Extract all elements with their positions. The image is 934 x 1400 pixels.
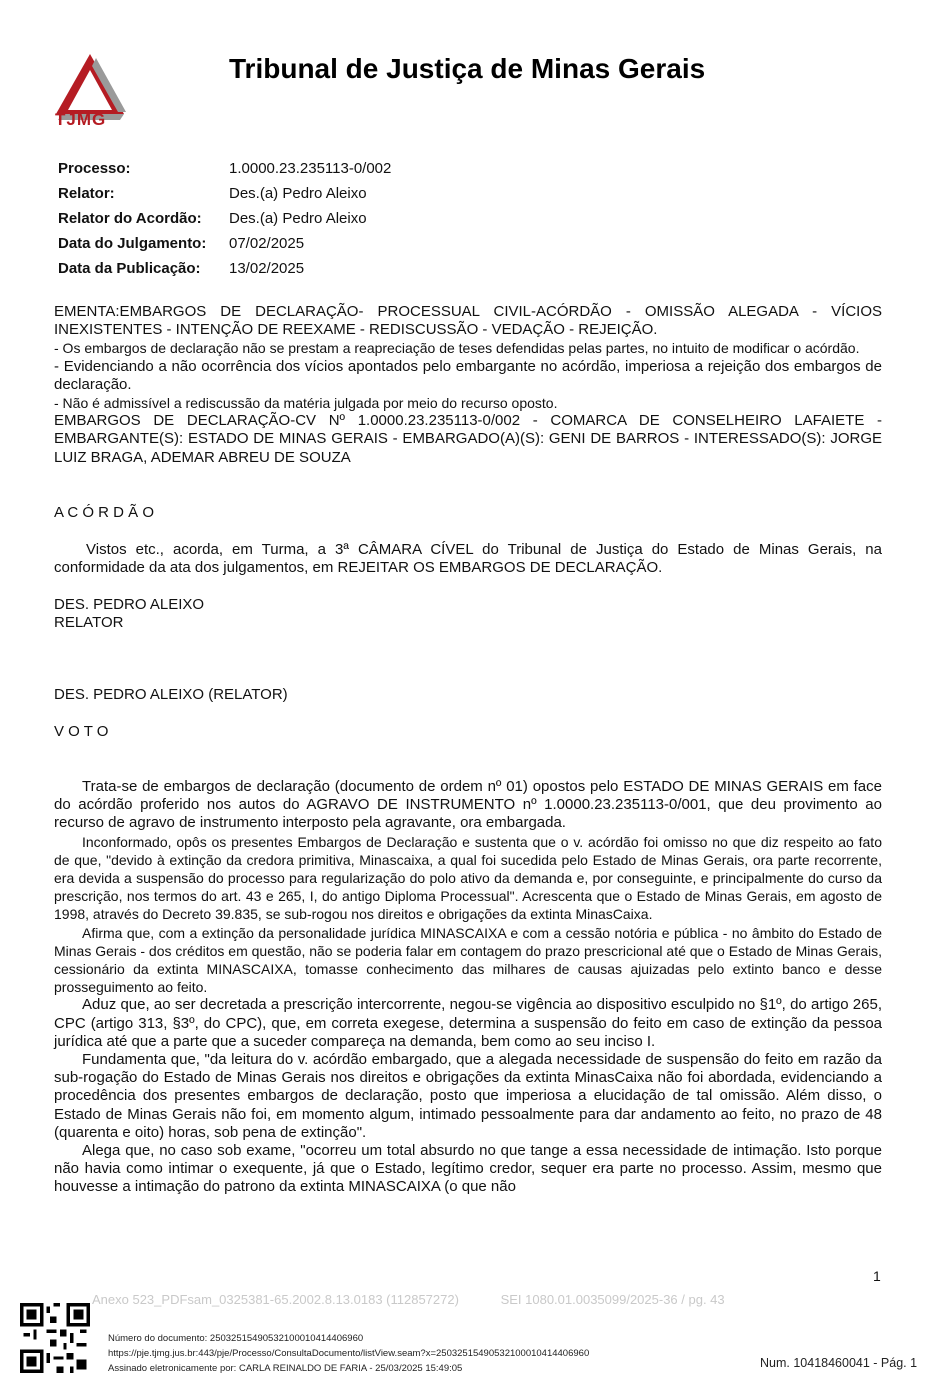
- ementa-block: [54, 303, 882, 467]
- meta-row-data-publicacao: [58, 256, 391, 281]
- voto-body: [54, 778, 882, 1197]
- ementa-item: - Os embargos de declaração não se prestam a reapreciação de teses defendidas pelas partes, no intuito de modificar o acórdão.: [54, 340, 860, 357]
- meta-value: Des.(a) Pedro Aleixo: [229, 185, 367, 202]
- voto-author: DES. PEDRO ALEIXO (RELATOR): [54, 686, 288, 703]
- signer-role: RELATOR: [54, 614, 124, 632]
- annex-label: Anexo 523_PDFsam_0325381-65.2002.8.13.0183 (112857272): [92, 1292, 459, 1307]
- meta-label: Processo:: [58, 160, 131, 177]
- meta-value: 07/02/2025: [229, 235, 305, 252]
- ementa-case-line: EMBARGOS DE DECLARAÇÃO-CV Nº 1.0000.23.235113-0/002 - COMARCA DE CONSELHEIRO LAFAIETE - EMBARGANTE(S): ESTADO DE MINAS GERAIS - EMBARGADO(A)(S): GENI DE BARROS - INTERESSADO(S): JORGE LUIZ BRAGA, ADEMAR ABREU DE SOUZA: [54, 412, 882, 466]
- ementa-item: - Evidenciando a não ocorrência dos vícios apontados pelo embargante no acórdão, imperiosa a rejeição dos embargos de declaração.: [54, 357, 882, 393]
- document-footer: [108, 1331, 589, 1376]
- signer-name: DES. PEDRO ALEIXO: [54, 596, 205, 613]
- meta-value: 1.0000.23.235113-0/002: [229, 160, 392, 177]
- meta-label: Data da Publicação:: [58, 260, 201, 277]
- meta-label: Relator do Acordão:: [58, 210, 202, 227]
- acordao-signature: [54, 596, 882, 632]
- acordao-text-block: [54, 541, 882, 577]
- ementa-title: EMENTA:EMBARGOS DE DECLARAÇÃO- PROCESSUAL CIVIL-ACÓRDÃO - OMISSÃO ALEGADA - VÍCIOS INEXISTENTES - INTENÇÃO DE REEXAME - REDISCUSSÃO - VEDAÇÃO - REJEIÇÃO.: [54, 303, 882, 339]
- meta-label: Data do Julgamento:: [58, 235, 207, 252]
- voto-heading: V O T O: [54, 723, 109, 740]
- num-page: Num. 10418460041 - Pág. 1: [760, 1356, 918, 1370]
- logo-text: TJMG: [55, 110, 107, 129]
- doc-number: Número do documento: 25032515490532100010414406960: [108, 1333, 364, 1344]
- acordao-heading: A C Ó R D Ã O: [54, 504, 155, 521]
- meta-label: Relator:: [58, 185, 115, 202]
- voto-paragraph: Aduz que, ao ser decretada a prescrição intercorrente, negou-se vigência ao dispositivo esculpido no §1º, do artigo 265, CPC (artigo 313, §3º, do CPC), que, em correta exegese, determina a suspensão do feito em caso de extinção da pessoa jurídica até que a parte que a suceder compareça na demanda, bem como ao seu inciso I.: [54, 996, 882, 1050]
- meta-value: 13/02/2025: [229, 260, 305, 277]
- meta-row-data-julgamento: [58, 231, 391, 256]
- process-meta: [58, 156, 391, 281]
- ementa-item: - Não é admissível a rediscussão da matéria julgada por meio do recurso oposto.: [54, 395, 558, 412]
- meta-value: Des.(a) Pedro Aleixo: [229, 210, 367, 227]
- court-title: Tribunal de Justiça de Minas Gerais: [229, 53, 706, 84]
- meta-row-processo: [58, 156, 391, 181]
- acordao-text: Vistos etc., acorda, em Turma, a 3ª CÂMARA CÍVEL do Tribunal de Justiça do Estado de Minas Gerais, na conformidade da ata dos julgamentos, em REJEITAR OS EMBARGOS DE DECLARAÇÃO.: [54, 541, 882, 577]
- doc-url[interactable]: https://pje.tjmg.jus.br:443/pje/Processo/ConsultaDocumento/listView.seam?x=25032515490532100010414406960: [108, 1348, 590, 1359]
- meta-row-relator-acordao: [58, 206, 391, 231]
- page-number: 1: [873, 1268, 881, 1284]
- annex-stamp: [92, 1292, 725, 1307]
- qr-code-icon: [20, 1303, 90, 1373]
- voto-paragraph: Inconformado, opôs os presentes Embargos de Declaração e sustenta que o v. acórdão foi omisso no que diz respeito ao fato de que, "devido à extinção da credora primitiva, Minascaixa, a qual foi sucedida pelo Estado de Minas Gerais, ora parte recorrente, era devida a suspensão do processo para regularização do polo ativo da demanda e, por conseguinte, e principalmente do curso da prescrição, nos termos do art. 43 e 265, I, do antigo Diploma Processual". Acrescenta que o Estado de Minas Gerais, em agosto de 1998, através do Decreto 39.835, se sub-rogou nos direitos e obrigações da extinta MinasCaixa.: [54, 833, 882, 923]
- voto-paragraph: Fundamenta que, "da leitura do v. acórdão embargado, que a alegada necessidade de suspensão do feito em razão da sub-rogação do Estado de Minas Gerais nos direitos e obrigações da extinta MinasCaixa não foi abordada, evidenciando a procedência dos presentes embargos de declaração, posto que imperiosa a elucidação de tal omissão. Além disso, o Estado de Minas Gerais não foi, em momento algum, intimado pessoalmente para dar andamento ao feito, no prazo de 48 (quarenta e oito) horas, sob pena de extinção".: [54, 1051, 882, 1141]
- voto-paragraph: Afirma que, com a extinção da personalidade jurídica MINASCAIXA e com a cessão notória e pública - no âmbito do Estado de Minas Gerais - dos créditos em questão, não se poderia falar em contagem do prazo prescricional até que o Estado de Minas Gerais, cessionário da extinta MINASCAIXA, tomasse conhecimento das milhares de causas ajuizadas pelo extinto banco e desse prosseguimento ao feito.: [54, 924, 882, 996]
- signed-by: Assinado eletronicamente por: CARLA REINALDO DE FARIA - 25/03/2025 15:49:05: [108, 1363, 463, 1374]
- voto-paragraph: Alega que, no caso sob exame, "ocorreu um total absurdo no que tange a essa necessidade de intimação. Isto porque não havia como intimar o exequente, já que o Estado, legítimo credor, sequer era parte no processo. Assim, mesmo que houvesse a intimação do patrono da extinta MINASCAIXA (o que não: [54, 1142, 882, 1196]
- voto-paragraph: Trata-se de embargos de declaração (documento de ordem nº 01) opostos pelo ESTADO DE MINAS GERAIS em face do acórdão proferido nos autos do AGRAVO DE INSTRUMENTO nº 1.0000.23.235113-0/001, que deu provimento ao recurso de agravo de instrumento interposto pela agravante, ora embargada.: [54, 778, 882, 832]
- sei-label: SEI 1080.01.0035099/2025-36 / pg. 43: [500, 1292, 725, 1307]
- meta-row-relator: [58, 181, 391, 206]
